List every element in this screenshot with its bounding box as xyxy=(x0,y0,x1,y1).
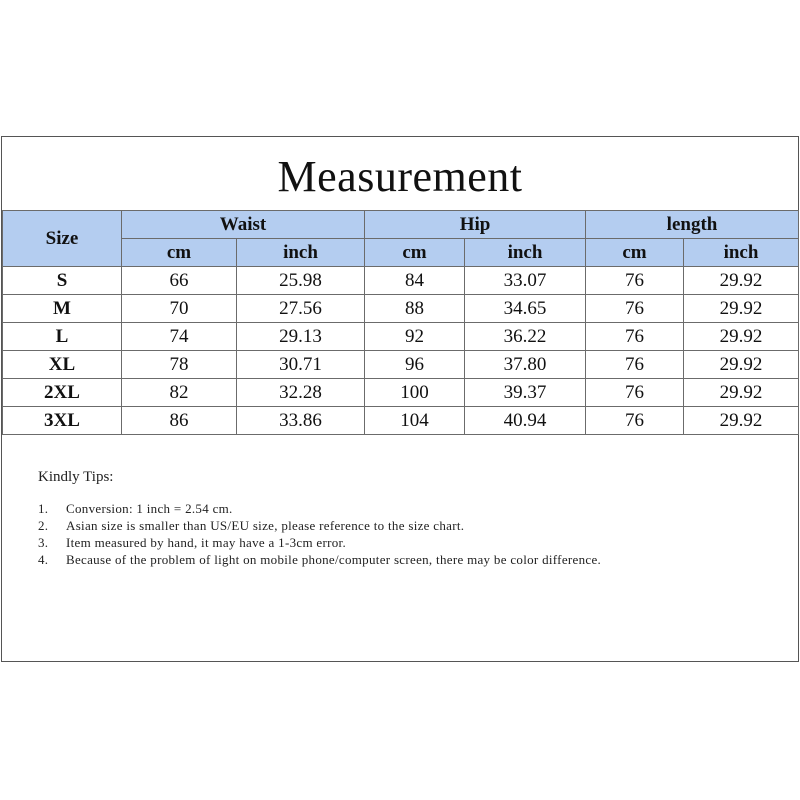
table-cell: 66 xyxy=(122,267,237,295)
table-cell: 78 xyxy=(122,351,237,379)
tip-item xyxy=(38,551,706,568)
size-table xyxy=(2,210,799,435)
table-cell: 76 xyxy=(586,407,684,435)
unit-header: inch xyxy=(684,239,799,267)
tip-number: 2. xyxy=(38,518,49,533)
size-label: S xyxy=(3,267,122,295)
size-label: 2XL xyxy=(3,379,122,407)
table-row xyxy=(3,407,799,435)
group-header-waist: Waist xyxy=(122,211,365,239)
table-cell: 76 xyxy=(586,323,684,351)
tip-number: 3. xyxy=(38,535,49,550)
page-title: Measurement xyxy=(277,152,523,201)
table-cell: 36.22 xyxy=(465,323,586,351)
table-cell: 86 xyxy=(122,407,237,435)
table-cell: 76 xyxy=(586,295,684,323)
group-header-length: length xyxy=(586,211,799,239)
table-cell: 29.92 xyxy=(684,295,799,323)
table-cell: 76 xyxy=(586,351,684,379)
table-row xyxy=(3,323,799,351)
table-cell: 29.92 xyxy=(684,351,799,379)
table-cell: 74 xyxy=(122,323,237,351)
tip-item xyxy=(38,500,758,517)
table-cell: 76 xyxy=(586,379,684,407)
table-cell: 29.92 xyxy=(684,267,799,295)
size-label: 3XL xyxy=(3,407,122,435)
measurement-card xyxy=(1,136,799,662)
size-label: XL xyxy=(3,351,122,379)
tips-heading: Kindly Tips: xyxy=(38,469,114,485)
tip-text: Item measured by hand, it may have a 1-3cm error. xyxy=(66,535,347,550)
table-cell: 37.80 xyxy=(465,351,586,379)
table-row xyxy=(3,379,799,407)
table-cell: 92 xyxy=(365,323,465,351)
tip-text: Asian size is smaller than US/EU size, please reference to the size chart. xyxy=(66,518,465,533)
table-cell: 88 xyxy=(365,295,465,323)
table-cell: 100 xyxy=(365,379,465,407)
table-cell: 39.37 xyxy=(465,379,586,407)
table-cell: 70 xyxy=(122,295,237,323)
header-row-units xyxy=(3,239,799,267)
table-row xyxy=(3,267,799,295)
table-row xyxy=(3,295,799,323)
size-label: M xyxy=(3,295,122,323)
tips-list xyxy=(38,500,758,568)
table-cell: 84 xyxy=(365,267,465,295)
unit-header: inch xyxy=(465,239,586,267)
table-cell: 76 xyxy=(586,267,684,295)
table-cell: 33.86 xyxy=(237,407,365,435)
table-cell: 82 xyxy=(122,379,237,407)
table-cell: 27.56 xyxy=(237,295,365,323)
tip-item xyxy=(38,534,758,551)
table-row xyxy=(3,351,799,379)
unit-header: cm xyxy=(586,239,684,267)
table-cell: 29.92 xyxy=(684,407,799,435)
tip-text: Conversion: 1 inch = 2.54 cm. xyxy=(66,501,233,516)
tip-number: 4. xyxy=(38,552,49,567)
table-cell: 104 xyxy=(365,407,465,435)
table-cell: 25.98 xyxy=(237,267,365,295)
size-header: Size xyxy=(3,211,122,267)
unit-header: cm xyxy=(122,239,237,267)
kindly-tips xyxy=(38,469,758,568)
table-cell: 30.71 xyxy=(237,351,365,379)
tip-number: 1. xyxy=(38,501,49,516)
unit-header: cm xyxy=(365,239,465,267)
table-cell: 29.92 xyxy=(684,379,799,407)
group-header-hip: Hip xyxy=(365,211,586,239)
tip-text: Because of the problem of light on mobile phone/computer screen, there may be color difference. xyxy=(66,552,602,567)
unit-header: inch xyxy=(237,239,365,267)
table-cell: 33.07 xyxy=(465,267,586,295)
table-cell: 40.94 xyxy=(465,407,586,435)
size-label: L xyxy=(3,323,122,351)
header-row-groups xyxy=(3,211,799,239)
table-cell: 34.65 xyxy=(465,295,586,323)
table-cell: 96 xyxy=(365,351,465,379)
table-cell: 29.92 xyxy=(684,323,799,351)
tip-item xyxy=(38,517,758,534)
table-cell: 29.13 xyxy=(237,323,365,351)
table-cell: 32.28 xyxy=(237,379,365,407)
